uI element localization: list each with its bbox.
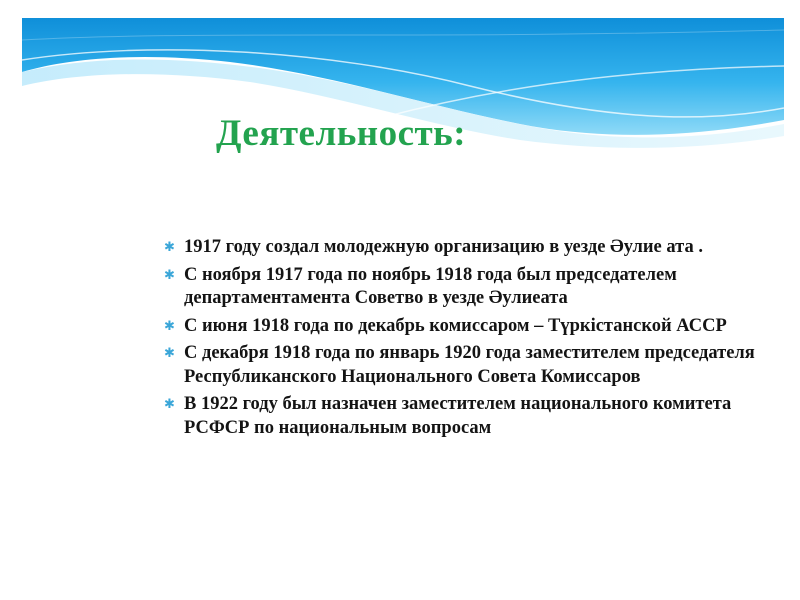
bullet-text: 1917 году создал молодежную организацию в уезде Әулие ата . [184, 237, 703, 257]
asterisk-bullet-icon: ✱ [164, 240, 175, 255]
list-item [164, 342, 794, 389]
asterisk-bullet-icon: ✱ [164, 397, 175, 412]
list-item [164, 264, 794, 311]
bullet-text: С ноября 1917 года по ноябрь 1918 года был председателем департаментамента Советво в уезде Әулиеата [184, 264, 677, 308]
bullet-text: В 1922 году был назначен заместителем национального комитета РСФСР по национальным вопросам [184, 394, 732, 438]
list-item [164, 393, 794, 440]
list-item [164, 236, 794, 260]
asterisk-bullet-icon: ✱ [164, 346, 175, 361]
bullet-text: С июня 1918 года по декабрь комиссаром – Түркістанской АССР [184, 315, 727, 336]
bullet-list [164, 236, 794, 444]
bullet-text: С декабря 1918 года по январь 1920 года заместителем председателя Республиканского Национального Совета Комиссаров [184, 343, 755, 387]
list-item [164, 315, 794, 339]
asterisk-bullet-icon: ✱ [164, 267, 175, 283]
asterisk-bullet-icon: ✱ [164, 318, 175, 334]
slide-title: Деятельность: [216, 113, 467, 154]
